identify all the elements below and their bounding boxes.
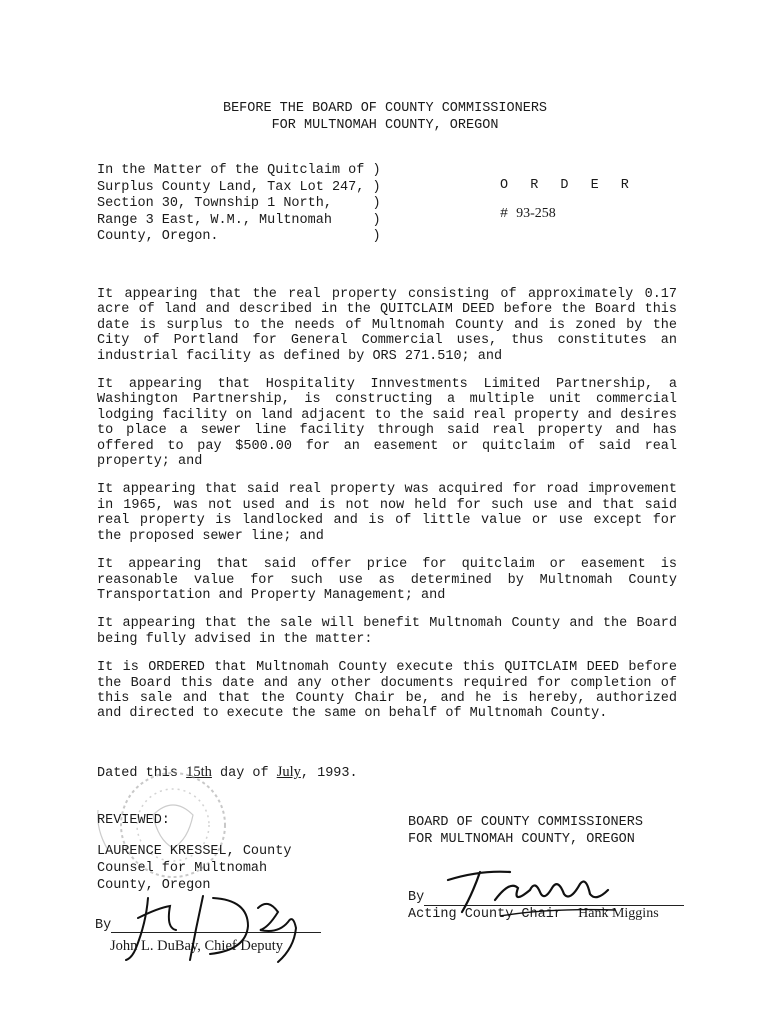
chair-by-label: By xyxy=(408,890,425,905)
dated-month: July xyxy=(276,764,301,780)
header-line-1: BEFORE THE BOARD OF COUNTY COMMISSIONERS xyxy=(222,101,548,116)
counsel-line: County, Oregon xyxy=(97,878,211,893)
chair-signature xyxy=(440,850,620,920)
caption-line: In the Matter of the Quitclaim of ) xyxy=(97,163,381,178)
order-number-value: 93-258 xyxy=(516,206,556,221)
dated-middle: day of xyxy=(211,766,277,781)
dated-suffix: , 1993. xyxy=(300,766,358,781)
caption-line: Range 3 East, W.M., Multnomah ) xyxy=(97,212,381,228)
body-paragraph: It appearing that Hospitality Innvestments Limited Partnership, a Washington Partnership, is constructing a multiple unit commercial lodging facility on land adjacent to the said real property and desires to place a sewer line facility through said real property and has offered to pay $500.00 for an easement or quitclaim of said real property; and xyxy=(97,377,677,470)
reviewed-label: REVIEWED: xyxy=(97,813,170,828)
chair-name: Hank Miggins xyxy=(578,906,659,921)
dated-prefix: Dated this xyxy=(97,766,187,781)
chair-title: Acting County Chair xyxy=(408,907,562,922)
case-caption xyxy=(97,163,381,246)
order-number xyxy=(500,206,556,222)
deputy-by-label: By xyxy=(95,918,112,933)
header-line-2: FOR MULTNOMAH COUNTY, OREGON xyxy=(271,118,499,133)
caption-line: Section 30, Township 1 North, ) xyxy=(97,196,381,211)
deputy-name: John L. DuBay, Chief Deputy xyxy=(110,938,284,954)
document-header xyxy=(0,100,770,134)
deputy-signature xyxy=(118,878,318,968)
board-block xyxy=(408,814,643,848)
board-line-1: BOARD OF COUNTY COMMISSIONERS xyxy=(408,815,643,830)
counsel-line: Counsel for Multnomah xyxy=(97,861,268,876)
order-label: O R D E R xyxy=(500,178,636,193)
body-paragraph: It appearing that said real property was acquired for road improvement in 1965, was not used and is not now held for such use and that said real property is landlocked and is of little value or use except for the proposed sewer line; and xyxy=(97,482,677,544)
caption-line: Surplus County Land, Tax Lot 247, ) xyxy=(97,179,381,195)
body-paragraph: It appearing that the real property consisting of approximately 0.17 acre of land and described in the QUITCLAIM DEED before the Board this date is surplus to the needs of Multnomah County and is zoned by the City of Portland for General Commercial uses, thus constitutes an industrial facility as defined by ORS 271.510; and xyxy=(97,287,677,364)
order-body xyxy=(97,287,677,735)
body-paragraph: It appearing that the sale will benefit Multnomah County and the Board being fully advised in the matter: xyxy=(97,616,677,647)
counsel-line: LAURENCE KRESSEL, County xyxy=(97,844,292,859)
board-line-2: FOR MULTNOMAH COUNTY, OREGON xyxy=(408,832,635,847)
dated-day: 15th xyxy=(186,764,212,780)
caption-line: County, Oregon. ) xyxy=(97,229,381,244)
order-number-prefix: # xyxy=(500,207,509,222)
body-paragraph: It is ORDERED that Multnomah County execute this QUITCLAIM DEED before the Board this date and any other documents required for completion of this sale and that the County Chair be, and he is hereby, authorized and directed to execute the same on behalf of Multnomah County. xyxy=(97,660,677,722)
body-paragraph: It appearing that said offer price for quitclaim or easement is reasonable value for such use as determined by Multnomah County Transportation and Property Management; and xyxy=(97,557,677,603)
